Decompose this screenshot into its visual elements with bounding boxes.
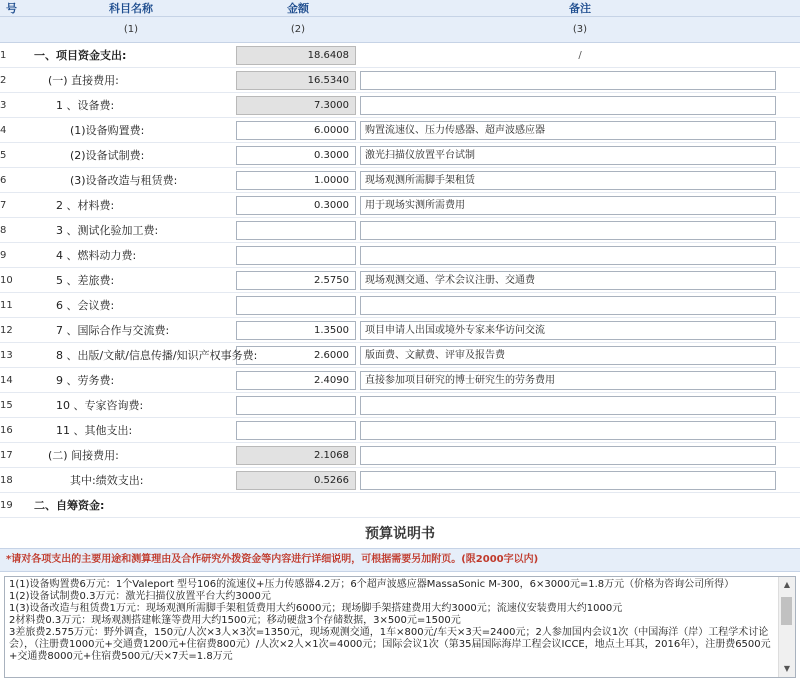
amount-input: 16.5340 [236,71,356,90]
table-row [0,268,800,293]
sub-header-note: (3) [360,17,800,43]
table-row [0,68,800,93]
note-input[interactable]: 现场观测所需脚手架租赁 [360,171,776,190]
table-row [0,168,800,193]
item-name: 3 、测试化验加工费: [26,218,236,243]
item-name: (2)设备试制费: [26,143,236,168]
row-number: 12 [0,318,26,343]
instruction-text: *请对各项支出的主要用途和测算理由及合作研究外拨资金等内容进行详细说明，可根据需要另加附页。(限2000字以内) [0,548,800,572]
row-number: 16 [0,418,26,443]
note-input[interactable] [360,246,776,265]
amount-input[interactable]: 6.0000 [236,121,356,140]
table-row [0,468,800,493]
amount-input: 2.1068 [236,446,356,465]
amount-input: 7.3000 [236,96,356,115]
description-line: 1(2)设备试制费0.3万元：激光扫描仪放置平台大约3000元 [9,591,271,602]
note-input[interactable] [360,421,776,440]
table-row [0,93,800,118]
table-row [0,493,800,518]
col-header-note: 备注 [360,0,800,17]
item-name: 其中:绩效支出: [26,468,236,493]
table-row [0,143,800,168]
amount-input[interactable]: 2.5750 [236,271,356,290]
table-row [0,243,800,268]
row-number: 8 [0,218,26,243]
item-name: 11 、其他支出: [26,418,236,443]
item-name: 一、项目资金支出: [26,43,236,68]
row-number: 1 [0,43,26,68]
item-name: 10 、专家咨询费: [26,393,236,418]
row-number: 6 [0,168,26,193]
row-number: 3 [0,93,26,118]
note-input[interactable]: 用于现场实测所需费用 [360,196,776,215]
description-text [5,577,778,677]
note-text: / [578,49,582,61]
table-row [0,193,800,218]
table-row [0,343,800,368]
item-name: 6 、会议费: [26,293,236,318]
col-header-num: 号 [0,0,26,17]
item-name: (3)设备改造与租赁费: [26,168,236,193]
note-input[interactable] [360,296,776,315]
note-input[interactable] [360,471,776,490]
item-name: 8 、出版/文献/信息传播/知识产权事务费: [26,343,236,368]
note-input[interactable]: 版面费、文献费、评审及报告费 [360,346,776,365]
amount-input[interactable] [236,421,356,440]
description-line: 3差旅费2.575万元：野外调查，150元/人次×3人×3次=1350元，现场观测交通，1车×800元/车天×3天=2400元；2人参加国内会议1次（中国海洋（岸）工程学术讨论会），（注册费1000元+交通费1200元+住宿费800元）/人次×2人×1次=4000元；国际会议1次（第35届国际海岸工程会议ICCE，地点土耳其，2016年），注册费6500元+交通费8000元+住宿费500元/天×7天=1.8万元 [9,627,771,662]
item-name: 7 、国际合作与交流费: [26,318,236,343]
row-number: 18 [0,468,26,493]
item-name: 9 、劳务费: [26,368,236,393]
item-name: 1 、设备费: [26,93,236,118]
description-scrollbar[interactable] [778,577,795,677]
item-name: 4 、燃料动力费: [26,243,236,268]
amount-input[interactable] [236,396,356,415]
amount-input: 18.6408 [236,46,356,65]
table-row [0,118,800,143]
row-number: 13 [0,343,26,368]
description-line: 2材料费0.3万元：现场观测搭建帐篷等费用大约1500元；移动硬盘3个存储数据，3×500元=1500元 [9,615,461,626]
amount-input[interactable]: 0.3000 [236,196,356,215]
col-header-amount: 金额 [236,0,360,17]
note-input[interactable] [360,221,776,240]
row-number: 14 [0,368,26,393]
amount-input[interactable]: 1.0000 [236,171,356,190]
row-number: 17 [0,443,26,468]
col-header-name: 科目名称 [26,0,236,17]
note-input[interactable]: 现场观测交通、学术会议注册、交通费 [360,271,776,290]
item-name: (二) 间接费用: [26,443,236,468]
table-row [0,443,800,468]
table-row [0,418,800,443]
table-row [0,393,800,418]
note-input[interactable] [360,396,776,415]
note-input[interactable]: 激光扫描仪放置平台试制 [360,146,776,165]
row-number: 15 [0,393,26,418]
row-number: 7 [0,193,26,218]
item-name: (一) 直接费用: [26,68,236,93]
description-textarea[interactable] [4,576,796,678]
amount-input[interactable]: 0.3000 [236,146,356,165]
item-name: 2 、材料费: [26,193,236,218]
note-input[interactable]: 购置流速仪、压力传感器、超声波感应器 [360,121,776,140]
amount-input[interactable] [236,246,356,265]
item-name: 5 、差旅费: [26,268,236,293]
amount-input: 0.5266 [236,471,356,490]
table-row [0,43,800,68]
scroll-thumb[interactable] [781,597,792,625]
note-input[interactable]: 项目申请人出国或境外专家来华访问交流 [360,321,776,340]
note-input[interactable] [360,96,776,115]
item-name: 二、自筹资金: [26,493,236,518]
row-number: 2 [0,68,26,93]
section-title: 预算说明书 [365,526,435,542]
sub-header-name: (1) [26,17,236,43]
description-line: 1(1)设备购置费6万元：1个Valeport 型号106的流速仪+压力传感器4.2万；6个超声波感应器MassaSonic M-300，6×3000元=1.8万元（价格为咨询公司所得） [9,579,735,590]
item-name: (1)设备购置费: [26,118,236,143]
amount-input[interactable]: 1.3500 [236,321,356,340]
scroll-down-icon[interactable]: ▼ [783,664,791,673]
note-input[interactable] [360,71,776,90]
row-number: 9 [0,243,26,268]
amount-input[interactable]: 2.6000 [236,346,356,365]
row-number: 11 [0,293,26,318]
amount-input[interactable] [236,221,356,240]
note-input[interactable]: 直接参加项目研究的博士研究生的劳务费用 [360,371,776,390]
row-number: 10 [0,268,26,293]
row-number: 19 [0,493,26,518]
table-row [0,318,800,343]
row-number: 4 [0,118,26,143]
table-row [0,293,800,318]
scroll-up-icon[interactable]: ▲ [783,580,791,589]
table-row [0,368,800,393]
amount-input[interactable] [236,296,356,315]
table-row [0,218,800,243]
sub-header-amount: (2) [236,17,360,43]
amount-input[interactable]: 2.4090 [236,371,356,390]
description-line: 1(3)设备改造与租赁费1万元：现场观测所需脚手架租赁费用大约6000元；现场脚手架搭建费用大约3000元；流速仪安装费用大约1000元 [9,603,623,614]
note-input[interactable] [360,446,776,465]
row-number: 5 [0,143,26,168]
